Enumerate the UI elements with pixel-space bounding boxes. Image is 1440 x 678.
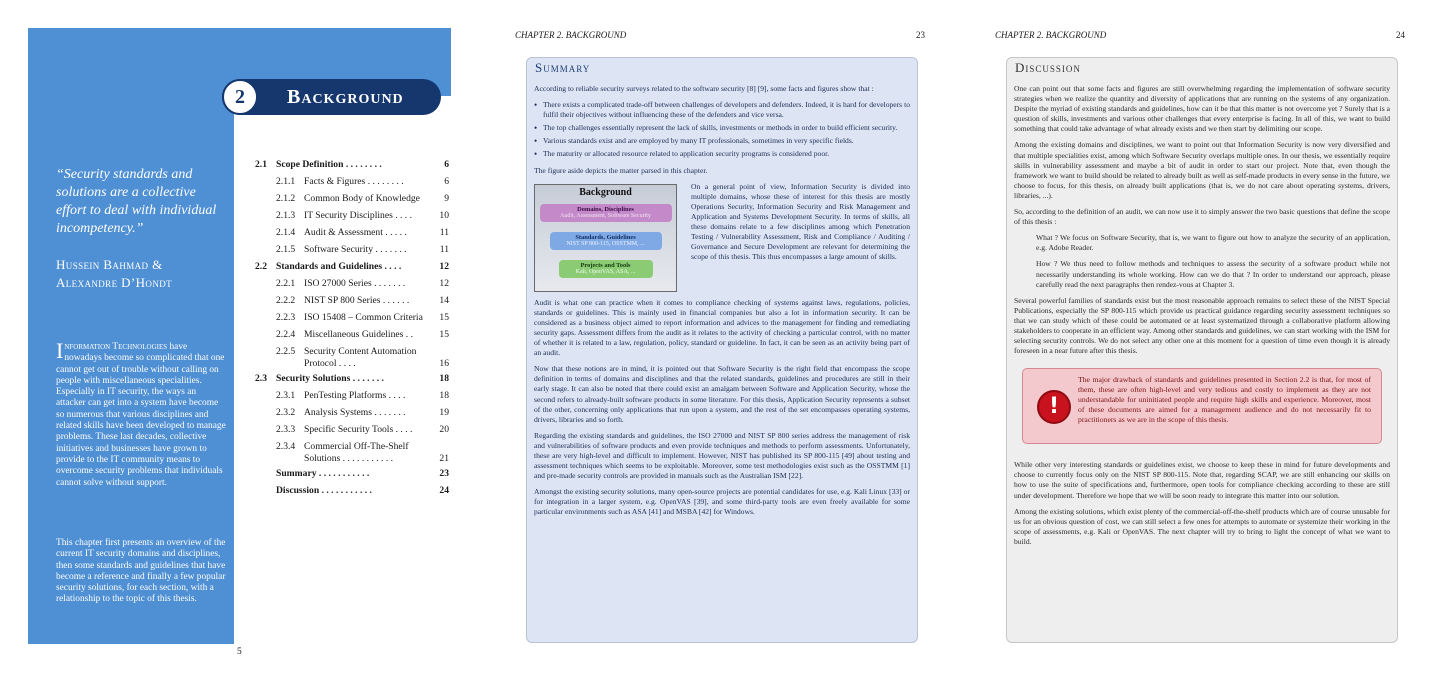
discussion-page xyxy=(960,0,1440,678)
toc-entry[interactable] xyxy=(255,278,449,295)
figure-box-standards xyxy=(550,232,662,250)
toc-page: 14 xyxy=(439,295,449,306)
toc-page: 19 xyxy=(439,407,449,418)
toc-title: Security Solutions . . . . . . . xyxy=(276,373,384,384)
toc-title: NIST SP 800 Series . . . . . . xyxy=(304,295,410,306)
toc-page: 6 xyxy=(444,176,449,187)
toc-entry[interactable] xyxy=(255,159,449,176)
background-figure xyxy=(534,184,677,292)
figure-box-tools xyxy=(559,260,653,278)
toc-number: 2.3.2 xyxy=(276,407,296,418)
toc-title: Miscellaneous Guidelines . . xyxy=(304,329,413,340)
toc-title: PenTesting Platforms . . . . xyxy=(304,390,406,401)
toc-number: 2.2.4 xyxy=(276,329,296,340)
toc-entry[interactable] xyxy=(255,329,449,346)
figure-row xyxy=(534,182,910,292)
toc-number: 2.2.3 xyxy=(276,312,296,323)
page-number: 5 xyxy=(237,647,242,657)
toc-entry[interactable] xyxy=(255,295,449,312)
figure-side-text: On a general point of view, Information Security is divided into multiple domains, whose these of interest for this thesis are mostly Operations Security, Information Security and Risk Management and Application and Systems Development Security. In terms of skills, all these domains relate to a few disciplines among which Penetration Testing / Vulnerability Assessment, Risk and Compliance / Auditing / Governance and Secure Development are relevant for determining the scope of this thesis. This thus encompasses a large amount of skills. xyxy=(691,181,910,262)
toc-page: 18 xyxy=(439,390,449,401)
toc-page: 6 xyxy=(444,159,449,170)
toc-title: IT Security Disciplines . . . . xyxy=(304,210,413,221)
summary-paragraph: Audit is what one can practice when it comes to compliance checking of systems against laws, regulations, policies, standards or guidelines. This is mainly used in financial companies but also a lot in information security. It can be considered as a business object aimed to report information and advices to the management for finding and remediating security gaps. Assessment differs from the audit as it relates to the activity of checking a particular control, with no matter of whether it is related to a law, regulation, policy, standard or guideline. In fact, it can be seen as an activity being part of an audit. xyxy=(534,297,910,358)
toc-page: 10 xyxy=(439,210,449,221)
toc-title: Discussion . . . . . . . . . . . xyxy=(276,485,372,496)
discussion-paragraph: Several powerful families of standards exist but the most reasonable approach remains to select these of the NIST Special Publications, especially the SP 800-115 which provide us practical guidance regarding security assessment techniques so that we can study which of these could be automated or at least systematized through a collaborative platform allowing stakeholders to cooperate in an efficient way. Among other standards and guidelines, we can start working with the ISM for selecting security controls. We do not select any other one at this moment for a question of time even though it is already foreseen in a near future after this thesis. xyxy=(1014,295,1390,356)
toc-entry[interactable] xyxy=(255,244,449,261)
toc-number: 2.3.3 xyxy=(276,424,296,435)
chapter-intro xyxy=(56,338,226,489)
toc-page: 18 xyxy=(439,373,449,384)
toc-title: Audit & Assessment . . . . . xyxy=(304,227,407,238)
page-number: 24 xyxy=(1396,30,1405,40)
summary-body xyxy=(534,84,910,524)
summary-title: Summary xyxy=(535,60,591,75)
discussion-paragraph: While other very interesting standards or guidelines exist, we choose to keep these in mind for future developments and choose to currently focus only on the NIST SP 800-115. Note that, regarding SCAP, we are still enhancing our skills on how to use the suite of specifications and, furthermore, open tools for compliance checking according to these are still under development. Therefore we hope that we will be soon ready to integrate this matter into our solution. xyxy=(1014,460,1390,500)
intro-smallcaps: nformation Technologies xyxy=(64,342,168,352)
summary-page xyxy=(480,0,960,678)
toc-entry[interactable] xyxy=(255,485,449,502)
author-line: Hussein Bahmad & xyxy=(56,257,163,272)
figure-box-domains xyxy=(540,204,672,222)
toc-page: 15 xyxy=(439,312,449,323)
summary-paragraph: Now that these notions are in mind, it is pointed out that Software Security is the right field that encompass the scope definition in terms of domains and disciplines and that the related standards, guidelines and procedures are still in their early stage. It can also be noted that there could exist an amalgam between Software and Application Security, whose the second refers to already-built software products in some literature. For this thesis, Application Security represents a subset of the other, concerning only applications that run upon a system, and the rest of the set encompasses operating systems, drivers, libraries and so forth. xyxy=(534,364,910,424)
intro-dropcap: I xyxy=(56,338,64,363)
toc-page: 9 xyxy=(444,193,449,204)
toc-entry[interactable] xyxy=(255,424,449,441)
question-how: How ? We thus need to follow methods and techniques to assess the security of a software product while not necessarily understanding its whole working. How can we do that ? In order to understand our approach, please carefully read the next paragraphs then rendez-vous at Chapter 3. xyxy=(1036,259,1390,289)
toc-number: 2.2 xyxy=(255,261,267,272)
summary-box xyxy=(526,57,918,643)
toc-entry[interactable] xyxy=(255,261,449,278)
toc-page: 21 xyxy=(439,453,449,464)
figure-box-subtitle: Kali, OpenVAS, ASA, ... xyxy=(575,268,636,275)
summary-paragraph: Amongst the existing security solutions, many open-source projects are potential candidates for use, e.g. Kali Linux [33] or for integration in a larger system, e.g. OpenVAS [39], and some third-party tools are even freely available for some particular environments such as ASA [41] and MSBA [42] for Windows. xyxy=(534,487,910,517)
toc-page: 11 xyxy=(439,227,449,238)
warning-text: The major drawback of standards and guidelines presented in Section 2.2 is that, for most of them, these are often high-level and very tedious and costly to implement as they are not understandable for uninitiated people and require high skills and experience. Moreover, most of these documents are aimed for a management audience and do not necessarily fit to practitioners as we are in the scope of this thesis. xyxy=(1078,375,1371,425)
summary-bullet: • There exists a complicated trade-off between challenges of developers and defenders. Indeed, it is hard for developers to fulfil their objectives without influencing these of the defenders and vice versa. xyxy=(534,100,910,120)
epigraph-authors xyxy=(56,256,228,292)
toc-page: 16 xyxy=(439,358,449,369)
chapter-number: 2 xyxy=(222,79,258,115)
summary-bullet: • Various standards exist and are employed by many IT professionals, sometimes in very specific fields. xyxy=(534,136,910,146)
question-what: What ? We focus on Software Security, that is, we want to figure out how to analyze the security of an application, e.g. Adobe Reader. xyxy=(1036,233,1390,253)
summary-bullet: • The maturity or allocated resource related to application security programs is considered poor. xyxy=(534,149,910,159)
toc-entry[interactable] xyxy=(255,346,449,373)
summary-paragraph: The figure aside depicts the matter parsed in this chapter. xyxy=(534,165,708,175)
toc-number: 2.1.2 xyxy=(276,193,296,204)
figure-box-subtitle: NIST SP 800-115, OSSTMM, ... xyxy=(566,240,645,247)
figure-box-title: Standards, Guidelines xyxy=(575,233,636,241)
toc-entry[interactable] xyxy=(255,390,449,407)
discussion-body xyxy=(1014,84,1390,553)
toc-page: 15 xyxy=(439,329,449,340)
chapter-opening-page xyxy=(0,0,480,678)
toc-entry[interactable] xyxy=(255,407,449,424)
toc-title: ISO 15408 – Common Criteria xyxy=(304,312,423,323)
chapter-title: Background xyxy=(287,86,404,108)
toc-title: Facts & Figures . . . . . . . . xyxy=(304,176,404,187)
toc-number: 2.3.4 xyxy=(276,441,296,452)
toc-number: 2.1.4 xyxy=(276,227,296,238)
toc-entry[interactable] xyxy=(255,312,449,329)
toc-title: Analysis Systems . . . . . . . xyxy=(304,407,406,418)
figure-box-title: Domains, Disciplines xyxy=(577,205,634,213)
summary-paragraph: Regarding the existing standards and guidelines, the ISO 27000 and NIST SP 800 series address the management of risk and vulnerabilities of software products and even provide techniques and methods to perform assessments. Unfortunately, these are very high-level and difficult to implement. However, NIST has published its SP 800-115 [49] about testing and assessment techniques which seems to be exploitable. Moreover, some test methodologies exist such as the OSSTMM [1] and pre-made security controls are provided in manuals such as the Australian ISM [22]. xyxy=(534,430,910,481)
figure-title: Background xyxy=(579,186,632,198)
discussion-paragraph: One can point out that some facts and figures are still overwhelming regarding the implementation of software security strategies when we realize the quantity and diversity of applications that are running on the systems of any organization. Despite the myriad of existing standards and guidelines, how can it be that this matter is not overcome yet ? Surely that is a question of skills, investments and various other challenges that every enterprise is facing. In all of this, we want to build something that could take advantage of what already exists and we then start by delimiting our scope. xyxy=(1014,84,1390,134)
toc-entry[interactable] xyxy=(255,441,449,468)
toc-number: 2.3 xyxy=(255,373,267,384)
toc-title: ISO 27000 Series . . . . . . . xyxy=(304,278,406,289)
discussion-box xyxy=(1006,57,1398,643)
toc-title: Specific Security Tools . . . . xyxy=(304,424,413,435)
warning-box xyxy=(1022,368,1382,444)
toc-entry[interactable] xyxy=(255,193,449,210)
figure-box-subtitle: Audit, Assessment, Software Security xyxy=(560,212,651,219)
toc-page: 12 xyxy=(439,278,449,289)
intro-text: have nowadays become so complicated that one cannot get out of trouble without calling on people with miscellaneous specialities. Especially in IT security, the ways an attacker can get into a system have become so numerous that various disciplines and related skills have been developed to manage problems. These last decades, collective initiatives and businesses have grown to provide to the IT community means to overcome security problems that individuals cannot solve without support. xyxy=(56,342,226,488)
toc-page: 23 xyxy=(439,468,449,479)
toc-number: 2.2.2 xyxy=(276,295,296,306)
toc-number: 2.1.3 xyxy=(276,210,296,221)
summary-bullet: • The top challenges essentially represent the lack of skills, investments or methods in order to build efficient security. xyxy=(534,123,910,133)
toc-title: Summary . . . . . . . . . . . xyxy=(276,468,370,479)
toc-page: 24 xyxy=(439,485,449,496)
chapter-toc xyxy=(255,159,449,502)
toc-entry[interactable] xyxy=(255,373,449,390)
toc-title: Common Body of Knowledge xyxy=(304,193,420,204)
discussion-paragraph: Among the existing domains and disciplines, we want to point out that Information Security is now very diversified and that multiple specialities exist, among which Software Security overlaps multiple ones. In our thesis, we essentially require skills in vulnerability assessment and maybe a bit of audit in order to start our project. Note that, even though the framework we want to build should be related to already built as well as self-made products in every sense in the future, we choose to focus, for this thesis, on already built applications (that is, we do not care about operating systems, drivers, libraries, ...). xyxy=(1014,140,1390,200)
summary-paragraph: According to reliable security surveys related to the software security [8] [9], some facts and figures show that : xyxy=(534,84,874,93)
toc-entry[interactable] xyxy=(255,176,449,193)
discussion-title: Discussion xyxy=(1015,60,1081,75)
toc-title: Standards and Guidelines . . . . xyxy=(276,261,402,272)
toc-entry[interactable] xyxy=(255,210,449,227)
toc-number: 2.2.5 xyxy=(276,346,296,357)
toc-page: 12 xyxy=(439,261,449,272)
exclamation-icon: ! xyxy=(1037,390,1071,424)
toc-title: Security Content Automation Protocol . . . . xyxy=(304,346,417,369)
author-line: Alexandre D’Hondt xyxy=(56,275,173,290)
running-head: CHAPTER 2. BACKGROUND xyxy=(995,30,1107,40)
toc-entry[interactable] xyxy=(255,468,449,485)
toc-page: 11 xyxy=(439,244,449,255)
toc-title: Commercial Off-The-Shelf Solutions . . . . . . . . . . . xyxy=(304,441,409,464)
toc-title: Software Security . . . . . . . xyxy=(304,244,407,255)
figure-box-title: Projects and Tools xyxy=(580,261,631,269)
epigraph-quote: “Security standards and solutions are a collective effort to deal with individual incompetency.” xyxy=(56,167,217,236)
toc-number: 2.1.5 xyxy=(276,244,296,255)
discussion-paragraph: So, according to the definition of an audit, we can now use it to simply answer the two basic questions that define the scope of this thesis : xyxy=(1014,207,1390,227)
discussion-paragraph: Among the existing solutions, which exist plenty of the commercial-off-the-shelf products which are of course unusable for us for an obvious question of cost, we can still select a few ones for attempts to automate or systemize their working in the scope of assessments, e.g. Kali or OpenVAS. The next chapter will try to bring to light the concept of what we want to build. xyxy=(1014,506,1390,546)
chapter-intro-second: This chapter first presents an overview of the current IT security domains and disciplines, then some standards and guidelines that have become a reference and finally a few popular security solutions, for each section, with a relationship to the topic of this thesis. xyxy=(56,538,226,605)
toc-number: 2.3.1 xyxy=(276,390,296,401)
toc-number: 2.1.1 xyxy=(276,176,296,187)
toc-page: 20 xyxy=(439,424,449,435)
page-number: 23 xyxy=(916,30,925,40)
running-head: CHAPTER 2. BACKGROUND xyxy=(515,30,627,40)
toc-number: 2.1 xyxy=(255,159,267,170)
summary-bullet-list xyxy=(534,100,910,159)
toc-title: Scope Definition . . . . . . . . xyxy=(276,159,382,170)
toc-entry[interactable] xyxy=(255,227,449,244)
toc-number: 2.2.1 xyxy=(276,278,296,289)
